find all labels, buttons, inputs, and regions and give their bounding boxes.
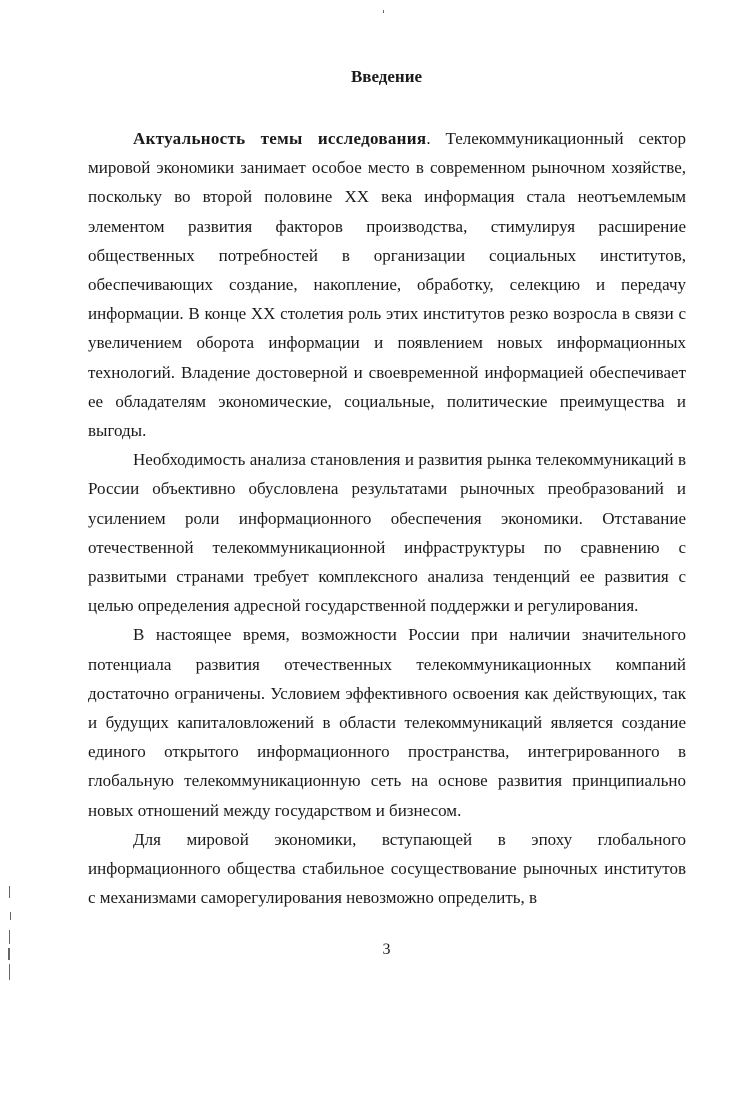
paragraph-4 <box>88 825 686 913</box>
paragraph-4-text: Для мировой экономики, вступающей в эпоху глобального информационного общества стабильное сосуществование рыночных институтов с механизмами саморегулирования невозможно определить, в <box>88 829 686 908</box>
page-number: 3 <box>382 941 391 958</box>
scan-speck <box>9 886 10 898</box>
scan-speck <box>8 948 10 960</box>
paragraph-1-text: . Телекоммуникационный сектор мировой экономики занимает особое место в современном рыночном хозяйстве, поскольку во второй половине XX века информация стала неотъемлемым элементом развития факторов производства, стимулируя расширение общественных потребностей в организации социальных институтов, обеспечивающих создание, накопление, обработку, селекцию и передачу информации. В конце XX столетия роль этих институтов резко возросла в связи с увеличением оборота информации и появлением новых информационных технологий. Владение достоверной и своевременной информацией обеспечивает ее обладателям экономические, социальные, политические преимущества и выгоды. <box>88 129 686 441</box>
body-text <box>88 124 686 912</box>
paragraph-1-lead: Актуальность темы исследования <box>133 129 427 148</box>
scan-speck <box>9 930 10 944</box>
paragraph-1 <box>88 124 686 445</box>
scan-speck <box>9 964 10 980</box>
scan-speck <box>10 912 11 920</box>
paragraph-2 <box>88 445 686 620</box>
scan-speck <box>383 10 384 13</box>
section-heading: Введение <box>350 67 423 86</box>
paragraph-3-text: В настоящее время, возможности России при наличии значительного потенциала развития отечественных телекоммуникационных компаний достаточно ограничены. Условием эффективного освоения как действующих, так и будущих капиталовложений в области телекоммуникаций является создание единого открытого информационного пространства, интегрированного в глобальную телекоммуникационную сеть на основе развития принципиально новых отношений между государством и бизнесом. <box>88 625 686 820</box>
paragraph-3 <box>88 620 686 824</box>
paragraph-2-text: Необходимость анализа становления и развития рынка телекоммуникаций в России объективно обусловлена результатами рыночных преобразований и усилением роли информационного обеспечения экономики. Отставание отечественной телекоммуникационной инфраструктуры по сравнению с развитыми странами требует комплексного анализа тенденций ее развития с целью определения адресной государственной поддержки и регулирования. <box>88 450 686 616</box>
